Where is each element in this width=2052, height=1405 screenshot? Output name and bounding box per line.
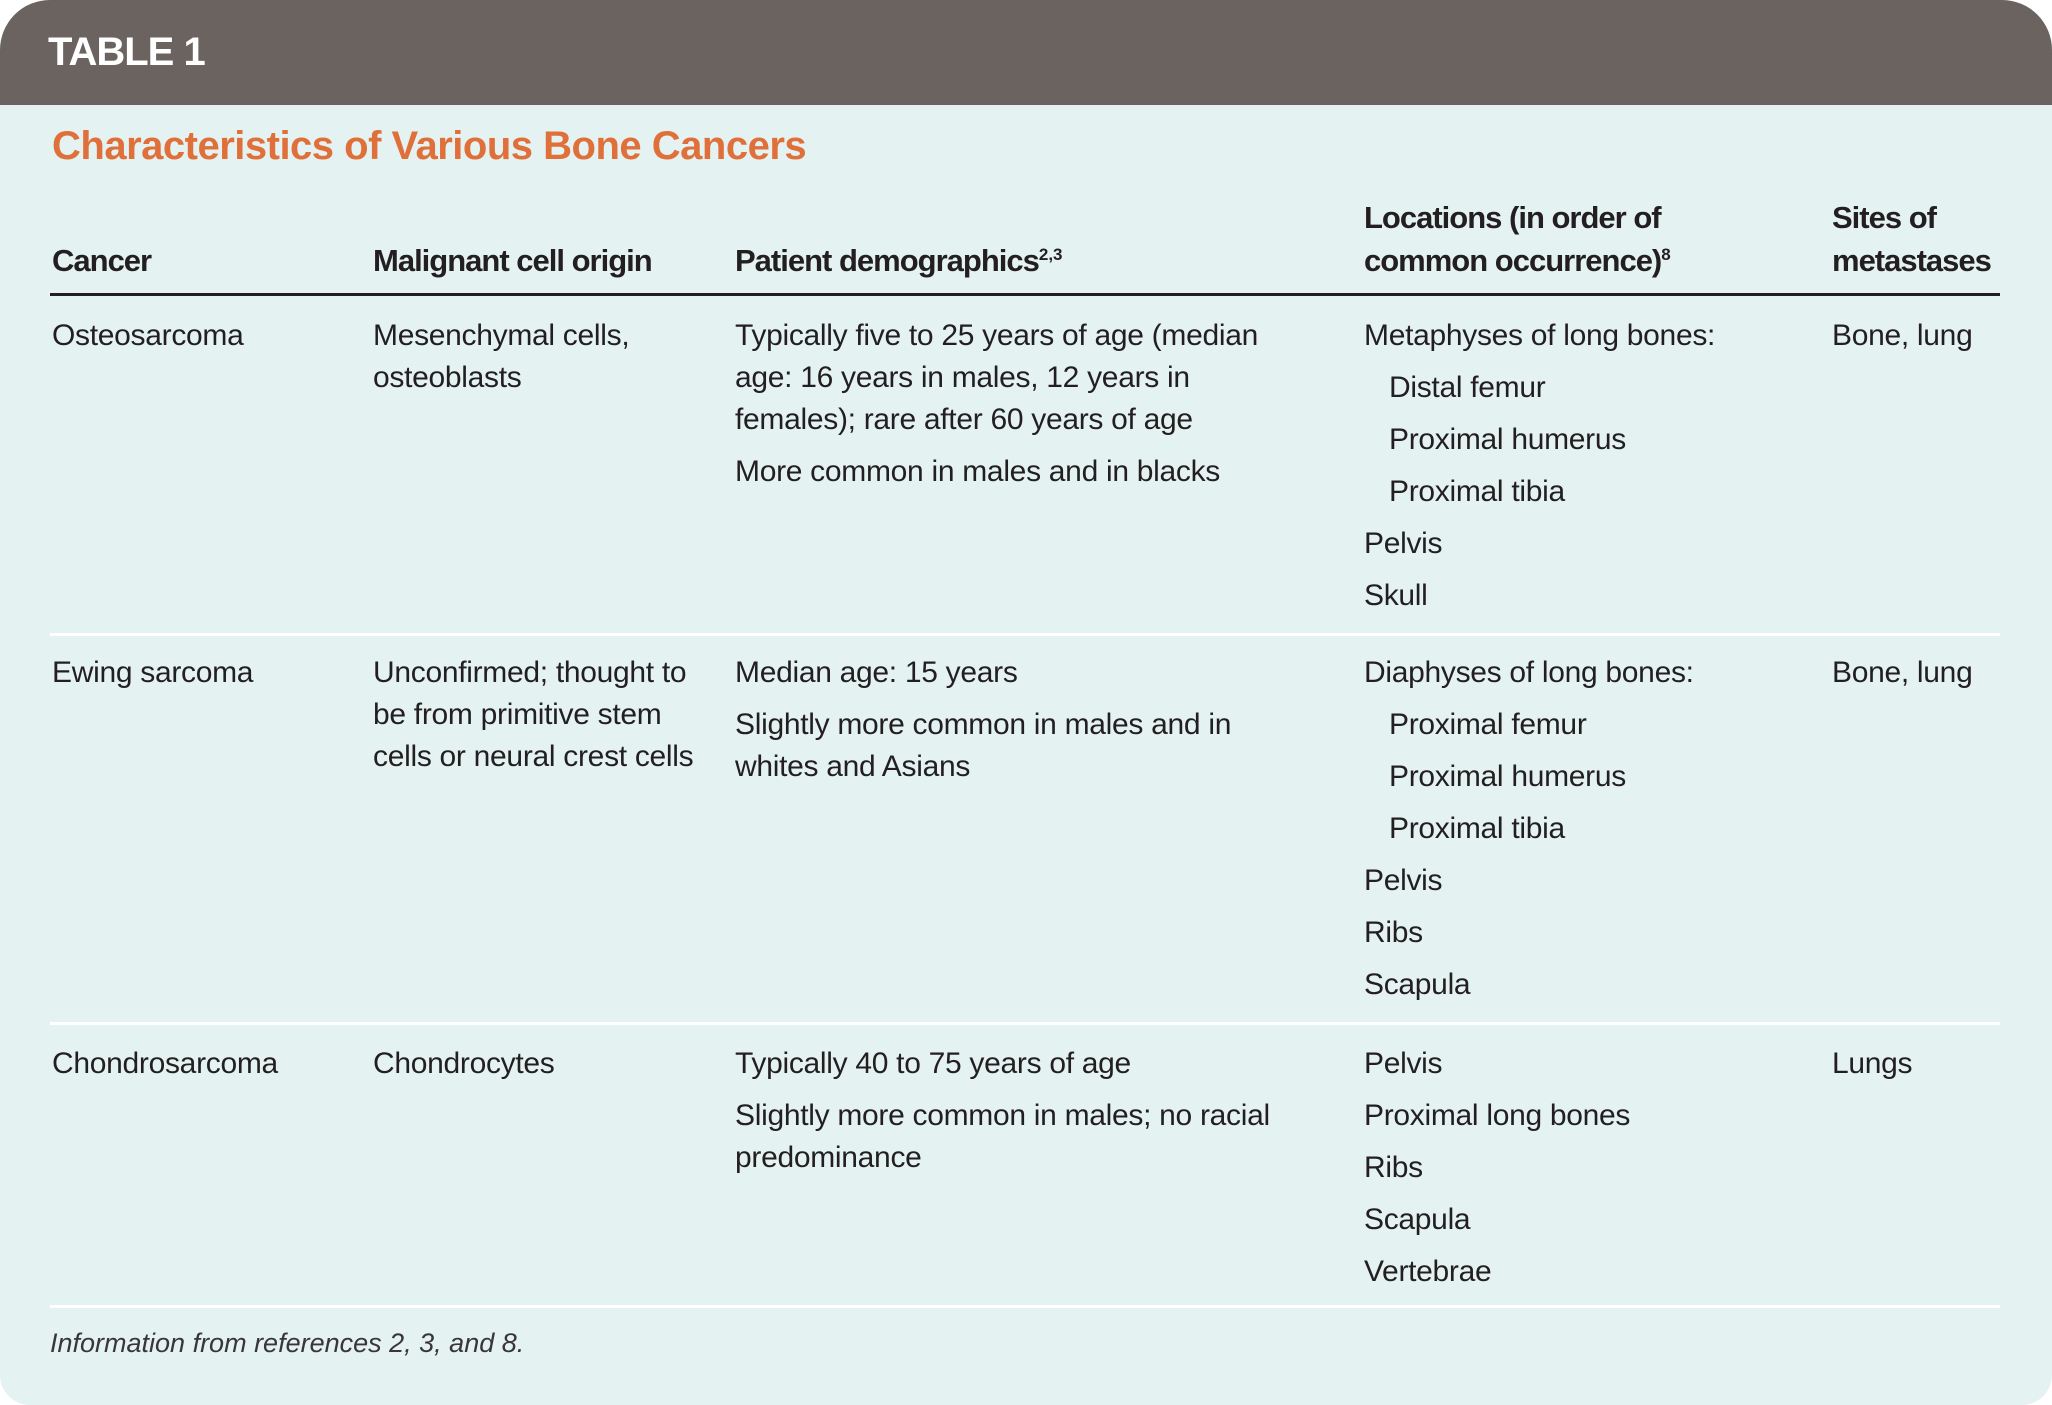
location-item: Skull xyxy=(1364,579,1428,612)
cell-metastases: Bone, lung xyxy=(1832,656,1973,689)
cell-cancer: Chondrosarcoma xyxy=(52,1047,278,1080)
cell-demographics xyxy=(735,315,1315,503)
location-item: Pelvis xyxy=(1364,527,1443,560)
cell-cancer: Ewing sarcoma xyxy=(52,656,254,689)
cell-locations xyxy=(1364,652,1804,1016)
column-header-metastases: Sites of metastases xyxy=(1832,200,1991,278)
location-item: Metaphyses of long bones: xyxy=(1364,319,1716,352)
row-divider xyxy=(50,1305,2000,1308)
demographic-item: Median age: 15 years xyxy=(735,656,1018,689)
cell-origin: Chondrocytes xyxy=(373,1047,555,1080)
cell-origin: Unconfirmed; thought to be from primitive stem cells or neural crest cells xyxy=(373,656,694,773)
location-item: Scapula xyxy=(1364,968,1471,1001)
table-number: TABLE 1 xyxy=(48,30,205,74)
location-item: Distal femur xyxy=(1389,371,1546,404)
column-header-cancer: Cancer xyxy=(52,243,152,278)
column-header-locations: Locations (in order of common occurrence)$^8$ xyxy=(1364,200,1671,278)
location-item: Vertebrae xyxy=(1364,1255,1492,1288)
location-item: Ribs xyxy=(1364,1151,1423,1184)
location-item: Proximal long bones xyxy=(1364,1099,1631,1132)
table-title: Characteristics of Various Bone Cancers xyxy=(52,124,807,168)
location-item: Proximal femur xyxy=(1389,708,1587,741)
demographic-item: Typically five to 25 years of age (median age: 16 years in males, 12 years in females); rare after 60 years of age xyxy=(735,319,1258,436)
cell-demographics xyxy=(735,652,1315,798)
location-item: Diaphyses of long bones: xyxy=(1364,656,1694,689)
location-item: Ribs xyxy=(1364,916,1423,949)
location-item: Proximal humerus xyxy=(1389,760,1626,793)
column-header-demographics: Patient demographics$^{2,3}$ xyxy=(735,243,1063,278)
cell-metastases: Lungs xyxy=(1832,1047,1913,1080)
demographic-item: Slightly more common in males; no racial predominance xyxy=(735,1099,1270,1174)
row-divider xyxy=(50,633,2000,636)
location-item: Pelvis xyxy=(1364,864,1443,897)
header-rule xyxy=(50,293,2000,296)
cell-locations xyxy=(1364,1043,1804,1303)
cell-cancer: Osteosarcoma xyxy=(52,319,244,352)
cell-locations xyxy=(1364,315,1804,627)
footnote: Information from references 2, 3, and 8. xyxy=(50,1328,525,1358)
location-item: Proximal tibia xyxy=(1389,812,1565,845)
location-item: Proximal humerus xyxy=(1389,423,1626,456)
column-header-origin: Malignant cell origin xyxy=(373,243,652,278)
demographic-item: More common in males and in blacks xyxy=(735,455,1221,488)
cell-demographics xyxy=(735,1043,1315,1189)
location-item: Scapula xyxy=(1364,1203,1471,1236)
demographic-item: Typically 40 to 75 years of age xyxy=(735,1047,1131,1080)
table-header-bar xyxy=(0,0,2052,105)
cell-origin: Mesenchymal cells, osteoblasts xyxy=(373,319,630,394)
location-item: Proximal tibia xyxy=(1389,475,1565,508)
row-divider xyxy=(50,1022,2000,1025)
demographic-item: Slightly more common in males and in whites and Asians xyxy=(735,708,1232,783)
cell-metastases: Bone, lung xyxy=(1832,319,1973,352)
location-item: Pelvis xyxy=(1364,1047,1443,1080)
